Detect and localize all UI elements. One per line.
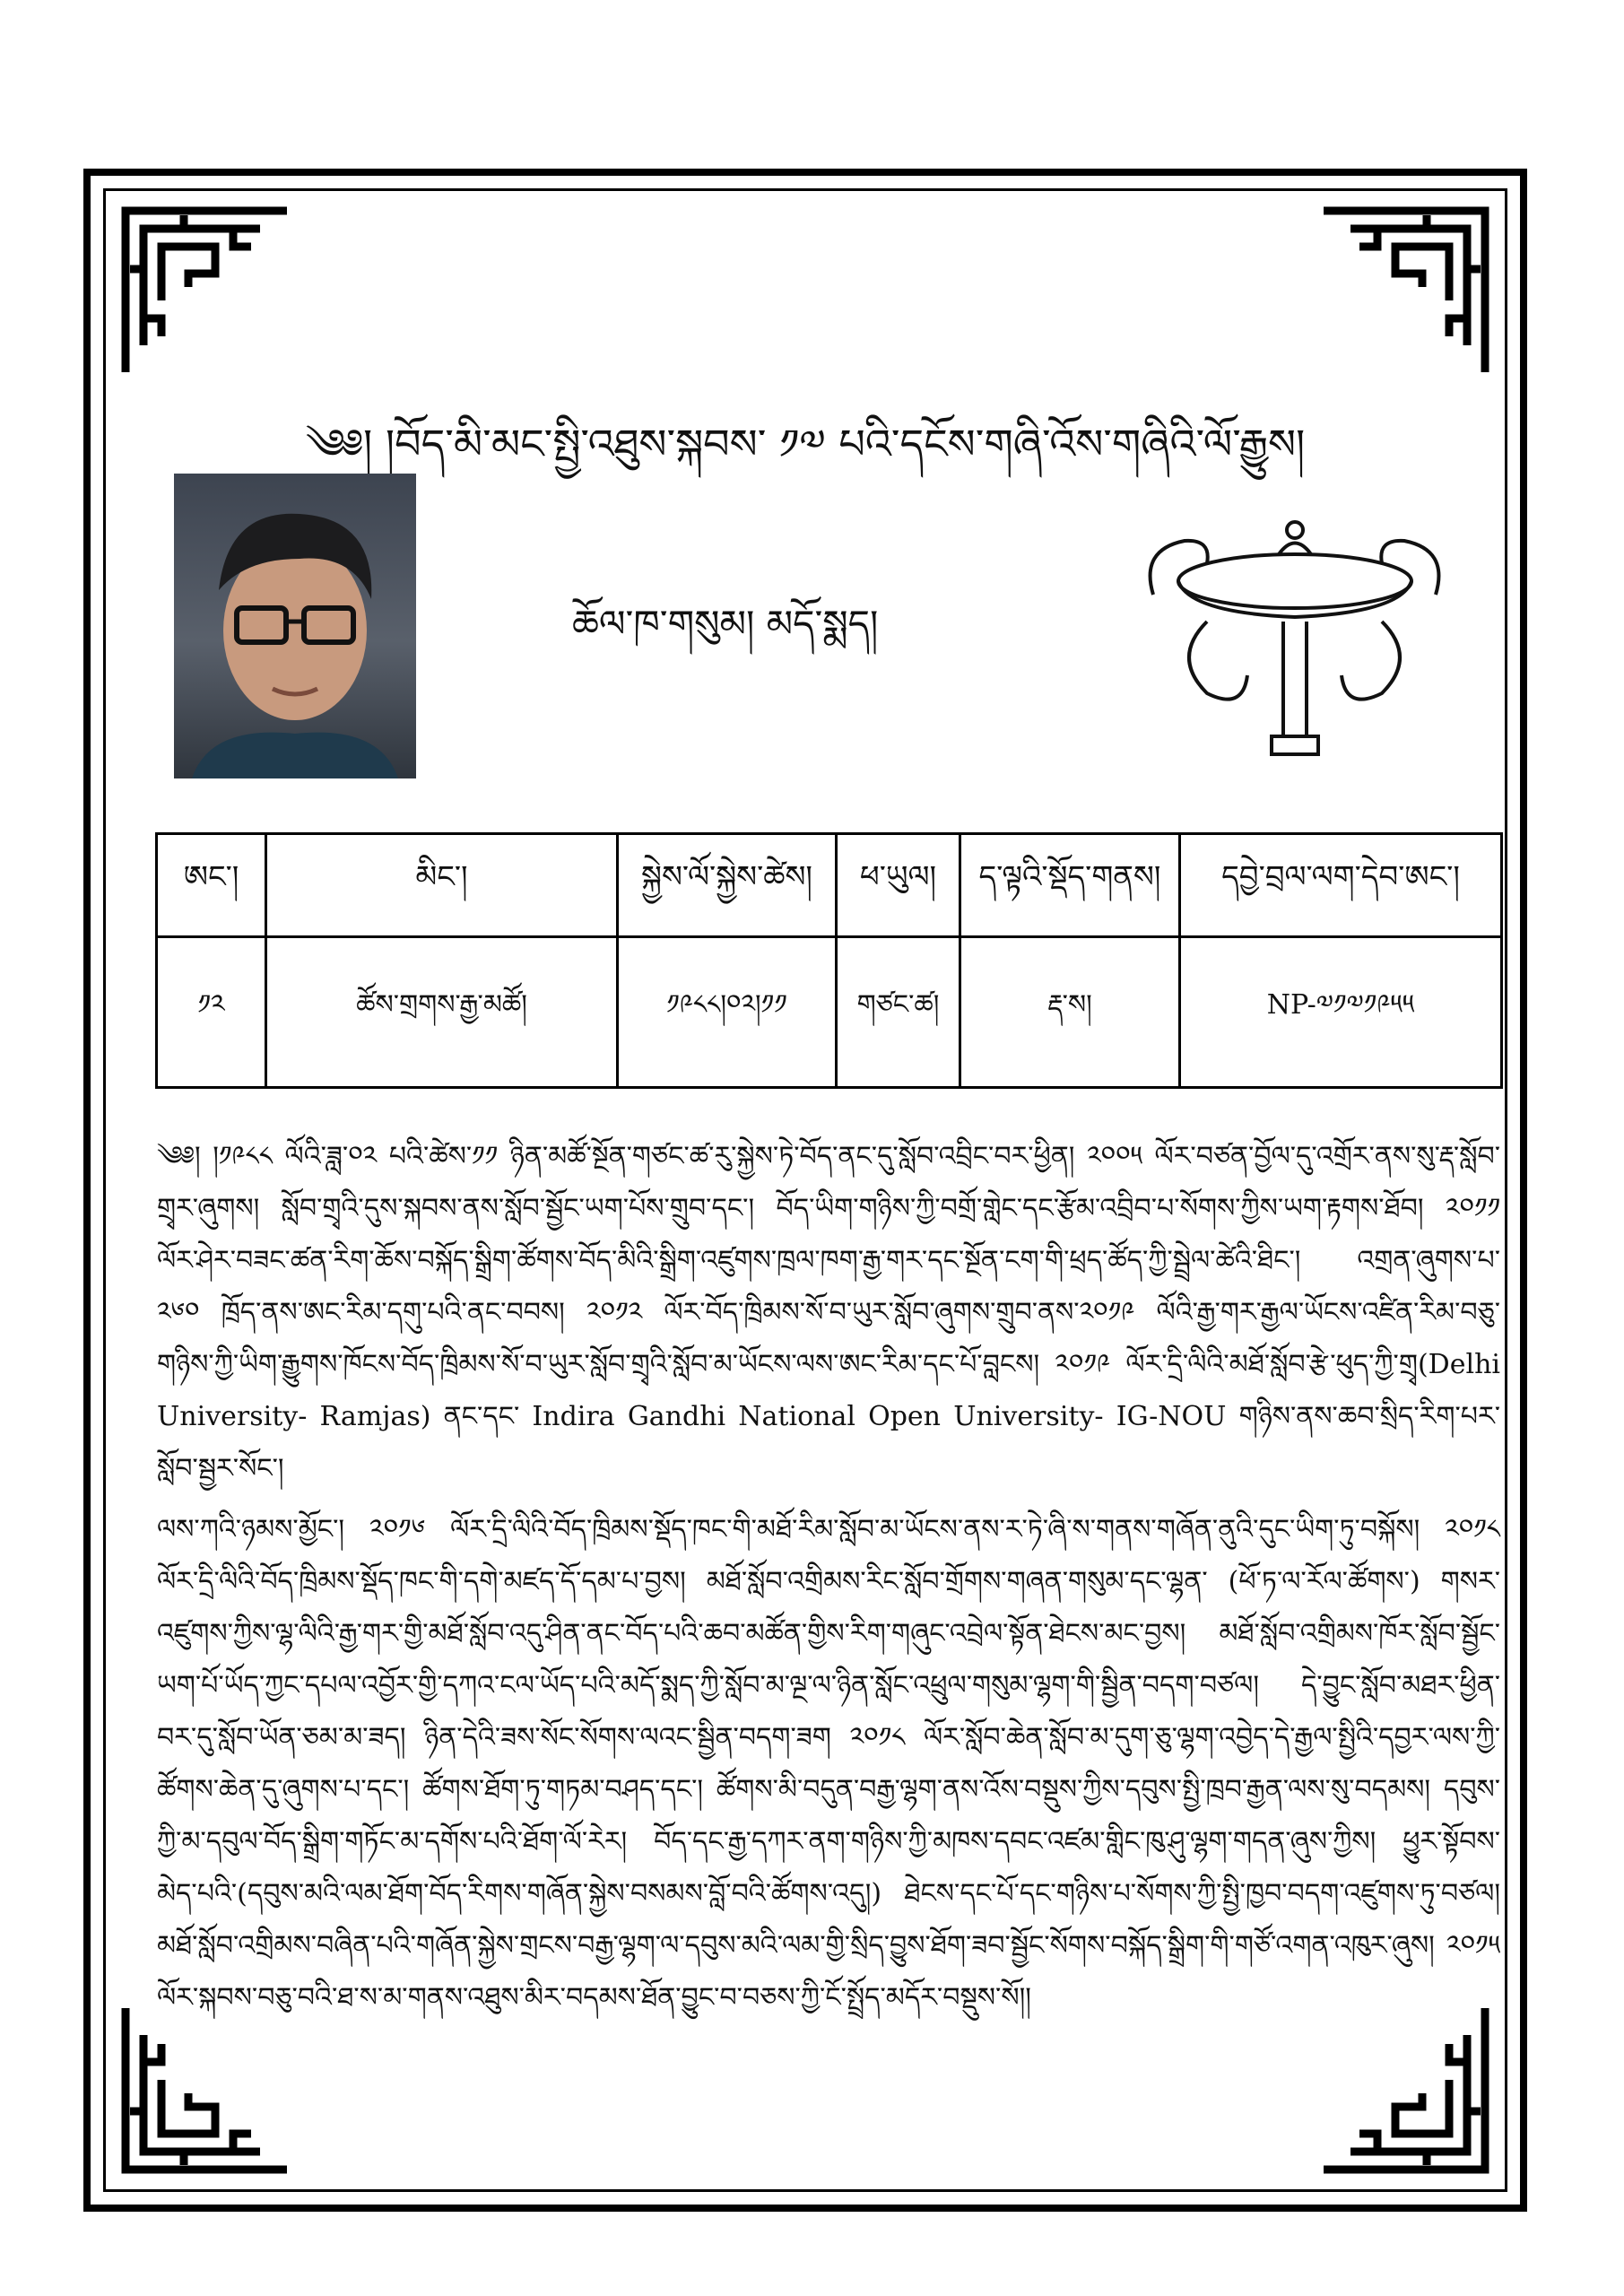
candidate-info-table [155,832,1503,1089]
constituency-label: ཆོལ་ཁ་གསུམ། མདོ་སྨད། [572,602,879,646]
corner-ornament [1315,202,1494,381]
cell-passport: NP-༧༡༧༡༩༥༥ [1180,937,1502,1088]
emblem-icon [1135,496,1454,774]
corner-ornament [117,202,296,381]
cell-birth-date: ༡༩༨༨།༠༢།༡༡ [618,937,837,1088]
page-title: ༄༅། །བོད་མི་མང་སྤྱི་འཐུས་སྐབས་ ༡༧ པའི་དངོས་གཞི་འོས་གཞིའི་ལོ་རྒྱུས། [305,420,1306,468]
candidate-photo [174,474,416,778]
outer-border [83,169,1527,2212]
header-passport: དབྱེ་བྲལ་ལག་དེབ་ཨང་། [1180,834,1502,937]
cell-birthplace: གཙང་ཚ། [837,937,960,1088]
header-name: མིང་། [266,834,618,937]
bio-paragraph-experience: ལས་ཀའི་ཉམས་མྱོང་། ༢༠༡༦ ལོར་དྲི་ལིའི་བོད་ཁྲིམས་སྡོད་ཁང་གི་མཐོ་རིམ་སློབ་མ་ཡོངས་ནས་ར་ཏེ་ཞི་ས་གནས་གཞོན་ནུའི་དུང་ཡིག་ཏུ་བསྐོས། ༢༠༡༨ ལོར་དྲི་ལིའི་བོད་ཁྲིམས་སྡོད་ཁང་གི་དགེ་མཛད་དོ་དམ་པ་བྱས། མཐོ་སློབ་འགྲིམས་རིང་སློབ་གྲོགས་གཞན་གསུམ་དང་ལྷན་ (ཕོ་ཏ་ལ་རོལ་ཚོགས་) གསར་འཛུགས་ཀྱིས་ལྷ་ལིའི་རྒྱ་གར་གྱི་མཐོ་སློབ་འདུ་ཤིན་ནང་བོད་པའི་ཆབ་མཚོན་གྱིས་རིག་གཞུང་འབྲེལ་སྟོན་ཐེངས་མང་བྱས། མཐོ་སློབ་འགྲིམས་ཁོར་སློབ་སྦྱོང་ཡག་པོ་ཡོད་ཀྱང་དཔལ་འབྱོར་གྱི་དཀའ་ངལ་ཡོད་པའི་མདོ་སྨད་ཀྱི་སློབ་མ་ལྔ་ལ་ཉིན་སློང་འཕྲུལ་གསུམ་ལྷག་གི་སྦྱིན་བདག་བཙལ། དེ་བྱུང་སློབ་མཐར་ཕྱིན་བར་དུ་སློབ་ཡོན་ཅམ་མ་ཟད། ཉིན་དེའི་ཟས་སོང་སོགས་ལའང་སྦྱིན་བདག་ཟག ༢༠༡༨ ལོར་སློབ་ཆེན་སློབ་མ་དུག་ཅུ་ལྷག་འབྱེད་དེ་རྒྱལ་སྤྱིའི་དབྱར་ལས་ཀྱི་ཚོགས་ཆེན་དུ་ཞུགས་པ་དང་། ཚོགས་ཐོག་ཏུ་གཏམ་བཤད་དང་། ཚོགས་མི་བདུན་བརྒྱ་ལྷག་ནས་འོས་བསྡུས་ཀྱིས་དབུས་སྤྱི་ཁྲབ་རྒྱན་ལས་སུ་བདམས། དབུས་ཀྱི་མ་དབུལ་བོད་སྒྲིག་གཏོང་མ་དགོས་པའི་ཐོག་ལོ་རེར། བོད་དང་རྒྱ་དཀར་ནག་གཉིས་ཀྱི་མཁས་དབང་འཛམ་གླིང་ཁུ་ཤུ་ལྷག་གདན་ཞུས་ཀྱིས། ཕྱུར་སྟོབས་མེད་པའི་(དབུས་མའི་ལམ་ཐོག་བོད་རིགས་གཞོན་སྐྱེས་བསམས་བློ་བའི་ཚོགས་འདུ།) ཐེངས་དང་པོ་དང་གཉིས་པ་སོགས་ཀྱི་སྤྱི་ཁྱབ་བདག་འཛུགས་ཏུ་བཙལ། མཐོ་སློབ་འགྲིམས་བཞིན་པའི་གཞོན་སྐྱེས་གྲངས་བརྒྱ་ལྷག་ལ་དབུས་མའི་ལམ་གྱི་སྲིད་བྱུས་ཐོག་ཟབ་སྦྱོང་སོགས་བསྐོད་སྒྲིག་གི་གཙོ་འགན་འཁུར་ཞུས། ༢༠༡༥ ལོར་སྐབས་བཅུ་བའི་ཐ་ས་མ་གནས་འཐུས་མིར་བདམས་ཐོན་བྱུང་བ་བཅས་ཀྱི་ངོ་སྤྲོད་མདོར་བསྡུས་སོ།། [157,1514,1500,2013]
inner-border [103,188,1507,2192]
header-birthplace: ཕ་ཡུལ། [837,834,960,937]
table-row [157,937,1502,1088]
header-residence: ད་ལྟའི་སྡོད་གནས། [960,834,1180,937]
bio-paragraph-education: ༄༅། །༡༩༨༨ ལོའི་ཟླ་༠༢ པའི་ཚེས་༡༡ ཉིན་མཚོ་སྔོན་གཙང་ཚ་རུ་སྐྱེས་ཏེ་བོད་ནང་དུ་སློབ་འབྲིང་བར་ཕྱིན། ༢༠༠༥ ལོར་བཙན་བྱོལ་དུ་འགྲོར་ནས་སུ་རྡ་སློབ་གྲྭར་ཞུགས། སློབ་གྲྭའི་དུས་སྐབས་ནས་སློབ་སྦྱོང་ཡག་པོས་གྲུབ་དང་། བོད་ཡིག་གཉིས་ཀྱི་བགྲོ་གླེང་དང་རྩོམ་འབྲིབ་པ་སོགས་ཀྱིས་ཡག་རྟགས་ཐོབ། ༢༠༡༡ ལོར་ཤེར་བཟང་ཚན་རིག་ཆོས་བསྐོད་སྒྲིག་ཚོགས་བོད་མིའི་སྒྲིག་འཛུགས་ཁྲལ་ཁག་རྒྱ་གར་དང་སྔོན་ངག་གི་ཕྲད་ཚོད་ཀྱི་སྦྲེལ་ཚེའི་ཐིང་། འགྲན་ཞུགས་པ་ ༢༦༠ ཁྲོད་ནས་ཨང་རིམ་དགུ་པའི་ནང་བབས། ༢༠༡༢ ལོར་བོད་ཁྲིམས་སོ་བ་ཡུར་སློབ་ཞུགས་གྲུབ་ནས་༢༠༡༩ ལོའི་རྒྱ་གར་རྒྱལ་ཡོངས་འཛིན་རིམ་བཅུ་གཉིས་ཀྱི་ཡིག་རྒྱུགས་ཁོངས་བོད་ཁྲིམས་སོ་བ་ཡུར་སློབ་གྲྭའི་སློབ་མ་ཡོངས་ལས་ཨང་རིམ་དང་པོ་བླངས། ༢༠༡༩ ལོར་དྲི་ལིའི་མཐོ་སློབ་རྩེ་ཕུད་ཀྱི་གྲྭ(Delhi University- Ramjas) ནང་དང་ Indira Gandhi National Open University- IG-NOU གཉིས་ནས་ཆབ་སྲིད་རིག་པར་སློབ་སྦྱར་སོང་། [157,1141,1500,1484]
cell-residence: རྡ་ས། [960,937,1180,1088]
cell-number: ༡༢ [157,937,266,1088]
table-header-row [157,834,1502,937]
header-number: ཨང་། [157,834,266,937]
cell-name: ཚོས་གྲགས་རྒྱ་མཚོ། [266,937,618,1088]
header-birth-date: སྐྱེས་ལོ་སྐྱེས་ཚེས། [618,834,837,937]
biography [157,1131,1500,2033]
